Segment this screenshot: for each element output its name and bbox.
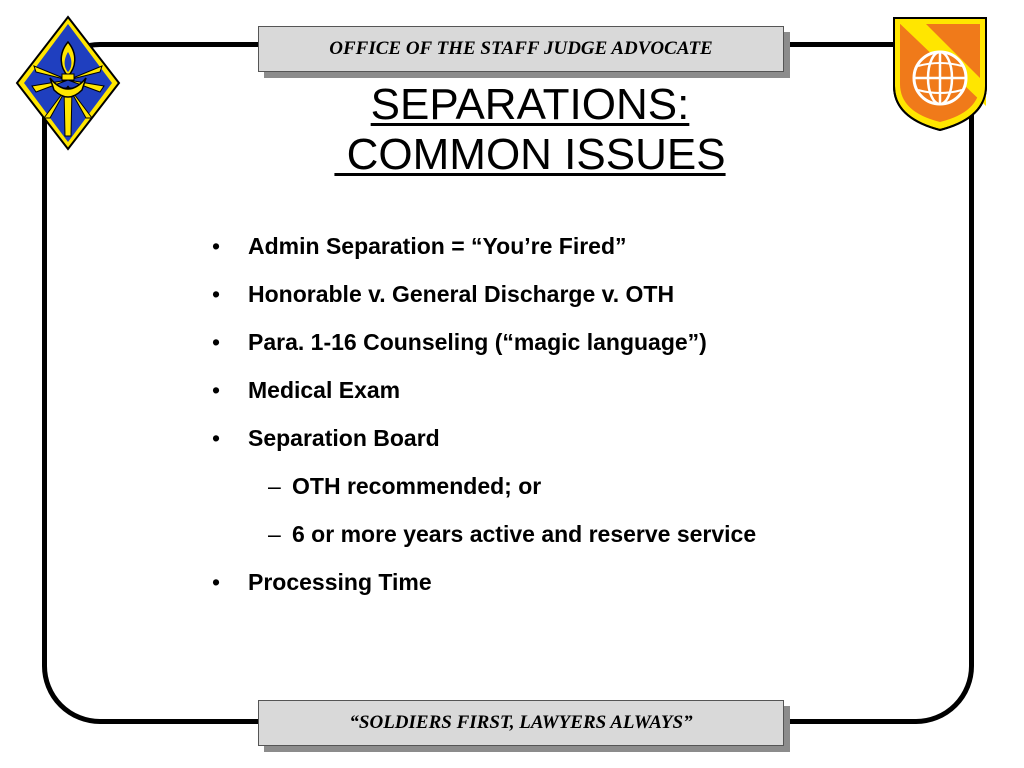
bullet-marker: • xyxy=(212,233,221,259)
bullet-item xyxy=(212,560,912,608)
footer-banner: “SOLDIERS FIRST, LAWYERS ALWAYS” xyxy=(258,700,784,746)
globe-shield-insignia-icon xyxy=(890,14,990,132)
bullet-item xyxy=(212,224,912,272)
bullet-text: Separation Board xyxy=(248,425,440,451)
sub-bullet-marker: – xyxy=(268,473,281,499)
bullet-text: Honorable v. General Discharge v. OTH xyxy=(248,281,675,307)
header-banner: OFFICE OF THE STAFF JUDGE ADVOCATE xyxy=(258,26,784,72)
bullet-text: Admin Separation = “You’re Fired” xyxy=(248,233,627,259)
sub-bullet-marker: – xyxy=(268,521,281,547)
slide-title xyxy=(260,80,800,180)
bullet-marker: • xyxy=(212,281,221,307)
sub-bullet-text: 6 or more years active and reserve service xyxy=(292,521,757,547)
sub-bullet-item xyxy=(212,512,912,560)
bullet-item xyxy=(212,368,912,416)
torch-insignia-icon xyxy=(14,14,122,152)
bullet-marker: • xyxy=(212,329,221,355)
bullet-item xyxy=(212,272,912,320)
bullet-item xyxy=(212,416,912,464)
bullet-text: Para. 1-16 Counseling (“magic language”) xyxy=(248,329,707,355)
bullet-list xyxy=(212,224,912,608)
bullet-text: Medical Exam xyxy=(248,377,401,403)
sub-bullet-text: OTH recommended; or xyxy=(292,473,542,499)
bullet-marker: • xyxy=(212,569,221,595)
title-line-1: SEPARATIONS: xyxy=(370,80,690,129)
bullet-marker: • xyxy=(212,425,221,451)
bullet-item xyxy=(212,320,912,368)
sub-bullet-item xyxy=(212,464,912,512)
bullet-marker: • xyxy=(212,377,221,403)
title-line-2: COMMON ISSUES xyxy=(334,130,726,179)
bullet-text: Processing Time xyxy=(248,569,432,595)
